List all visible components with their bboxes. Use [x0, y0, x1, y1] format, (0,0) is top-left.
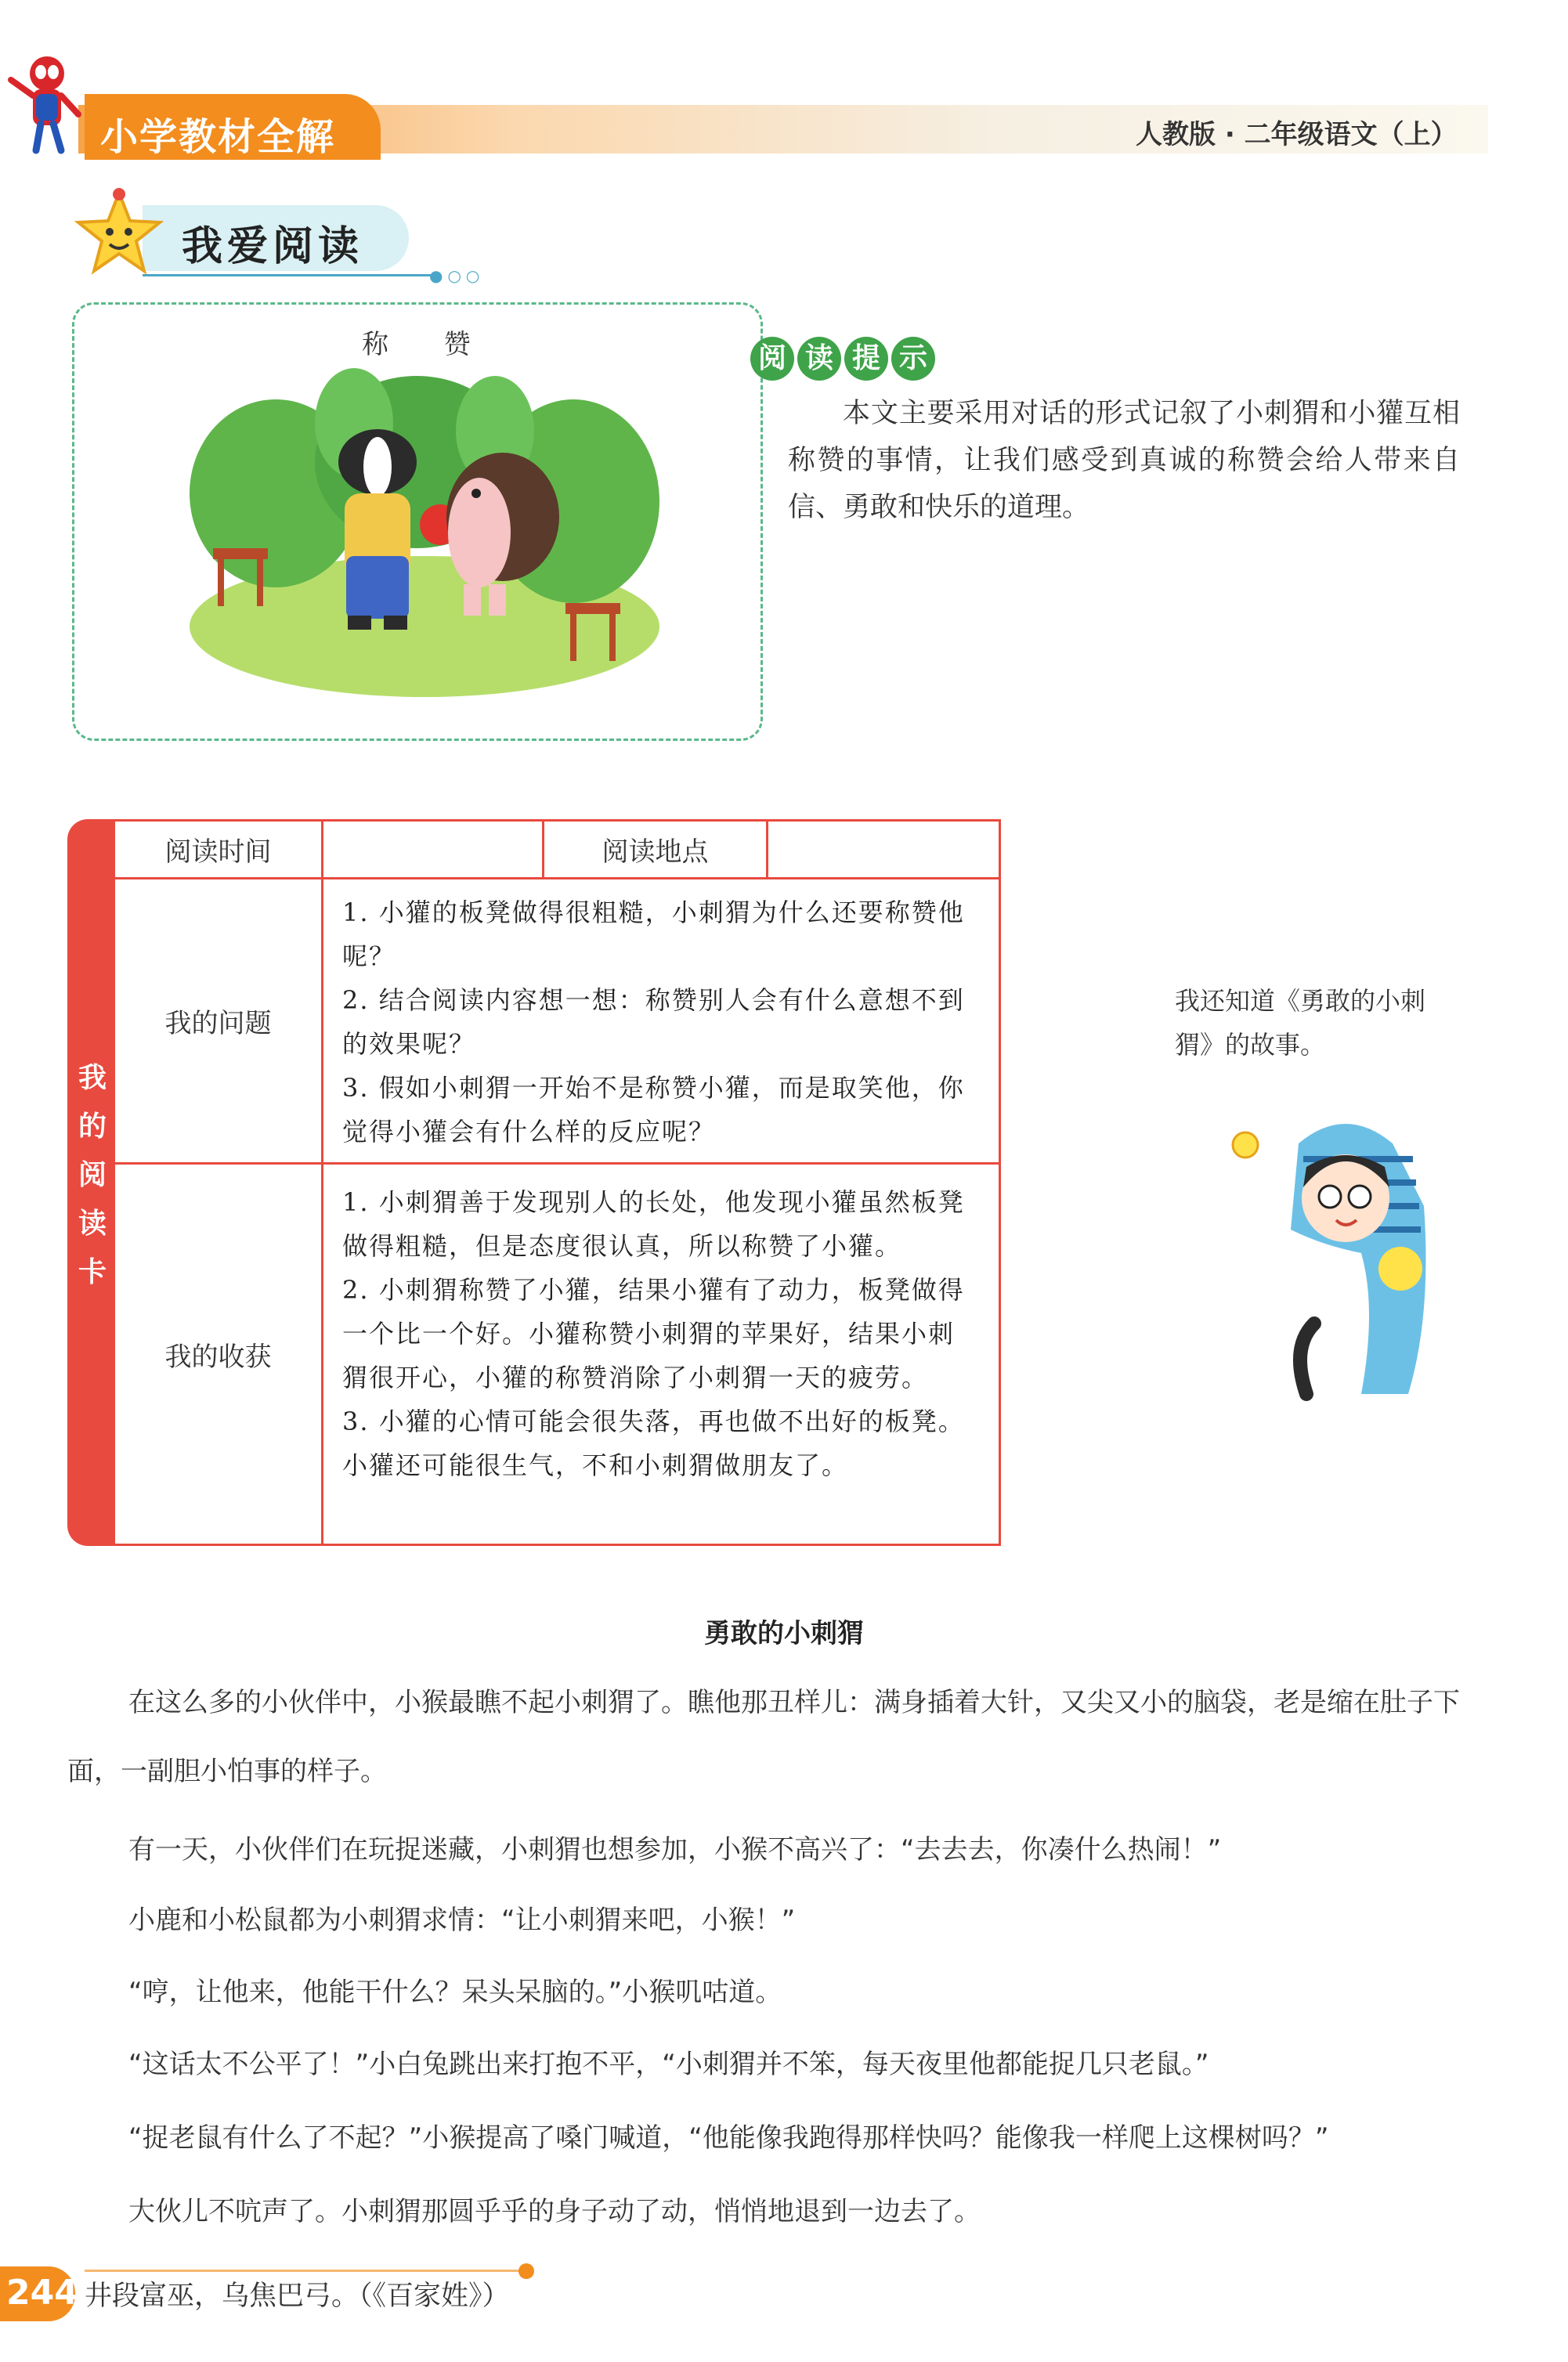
story-paragraph: “捉老鼠有什么了不起？”小猴提高了嗓门喊道，“他能像我跑得那样快吗？能像我一样爬上这棵树吗？”	[128, 2122, 1329, 2154]
story-paragraph: “哼，让他来，他能干什么？呆头呆脑的。”小猴叽咕道。	[128, 1977, 782, 2008]
book-title: 小学教材全解	[100, 115, 336, 159]
section-title: 我爱阅读	[182, 223, 364, 270]
section-underline	[143, 274, 432, 276]
reading-tip-label	[750, 337, 935, 381]
reading-tip-text: 本文主要采用对话的形式记叙了小刺猬和小獾互相称赞的事情，让我们感受到真诚的称赞会给人带来自信、勇敢和快乐的道理。	[788, 398, 1460, 523]
story-paragraph: 小鹿和小松鼠都为小刺猬求情：“让小刺猬来吧，小猴！”	[128, 1905, 796, 1936]
reading-card-table	[113, 819, 1001, 1546]
edition-label: 人教版 · 二年级语文（上）	[1136, 119, 1458, 150]
list-item: 1. 小獾的板凳做得很粗糙，小刺猬为什么还要称赞他呢？	[342, 897, 965, 971]
tip-char-4: 示	[891, 337, 935, 381]
table-row-gains	[115, 1165, 999, 1544]
story-paragraph: 大伙儿不吭声了。小刺猬那圆乎乎的身子动了动，悄悄地退到一边去了。	[128, 2196, 981, 2227]
table-row-questions	[115, 879, 999, 1165]
story-paragraph: 有一天，小伙伴们在玩捉迷藏，小刺猬也想参加，小猴不高兴了：“去去去，你凑什么热闹！”	[128, 1834, 1222, 1865]
reading-kid-illustration	[1228, 1112, 1455, 1410]
footer-line	[85, 2270, 523, 2272]
list-item: 2. 结合阅读内容想一想：称赞别人会有什么意想不到的效果呢？	[342, 985, 965, 1059]
star-icon	[72, 186, 166, 280]
reading-card	[67, 819, 1001, 1546]
story-paragraph: 在这么多的小伙伴中，小猴最瞧不起小刺猬了。瞧他那丑样儿：满身插着大针，又尖又小的脑袋，老是缩在肚子下面，一副胆小怕事的样子。	[67, 1687, 1460, 1787]
story-heading: 勇敢的小刺猬	[704, 1618, 864, 1649]
side-note-text: 我还知道《勇敢的小刺猬》的故事。	[1175, 986, 1426, 1060]
reading-time-field[interactable]	[323, 822, 544, 877]
footer-dot	[518, 2263, 534, 2279]
table-row-time-place	[115, 822, 999, 879]
page-number: 244	[6, 2273, 78, 2313]
list-item: 3. 小獾的心情可能会很失落，再也做不出好的板凳。小獾还可能很生气，不和小刺猬做朋友了。	[342, 1407, 965, 1480]
list-item: 1. 小刺猬善于发现别人的长处，他发现小獾虽然板凳做得粗糙，但是态度很认真，所以称赞了小獾。	[342, 1187, 965, 1261]
badger-hedgehog-illustration	[182, 368, 667, 697]
reading-card-side-label: 我的阅读卡	[78, 1062, 107, 1288]
spiderman-mascot-icon	[6, 45, 85, 155]
reading-time-label: 阅读时间	[115, 822, 323, 877]
reading-place-field[interactable]	[768, 822, 999, 877]
tip-char-2: 读	[797, 337, 841, 381]
tip-char-1: 阅	[750, 337, 794, 381]
story-title: 称 赞	[362, 329, 494, 360]
footer-quote: 井段富巫，乌焦巴弓。（《百家姓》）	[85, 2281, 510, 2312]
section-dots-decoration: ●○○	[429, 266, 485, 285]
list-item: 3. 假如小刺猬一开始不是称赞小獾，而是取笑他，你觉得小獾会有什么样的反应呢？	[342, 1073, 965, 1147]
my-gains-list	[323, 1165, 999, 1544]
list-item: 2. 小刺猬称赞了小獾，结果小獾有了动力，板凳做得一个比一个好。小獾称赞小刺猬的苹果好，结果小刺猬很开心，小獾的称赞消除了小刺猬一天的疲劳。	[342, 1275, 965, 1392]
my-questions-label: 我的问题	[115, 879, 323, 1162]
my-questions-list	[323, 879, 999, 1162]
reading-place-label: 阅读地点	[544, 822, 768, 877]
story-paragraph: “这话太不公平了！”小白兔跳出来打抱不平，“小刺猬并不笨，每天夜里他都能捉几只老鼠。”	[128, 2049, 1209, 2080]
tip-char-3: 提	[844, 337, 888, 381]
my-gains-label: 我的收获	[115, 1165, 323, 1544]
